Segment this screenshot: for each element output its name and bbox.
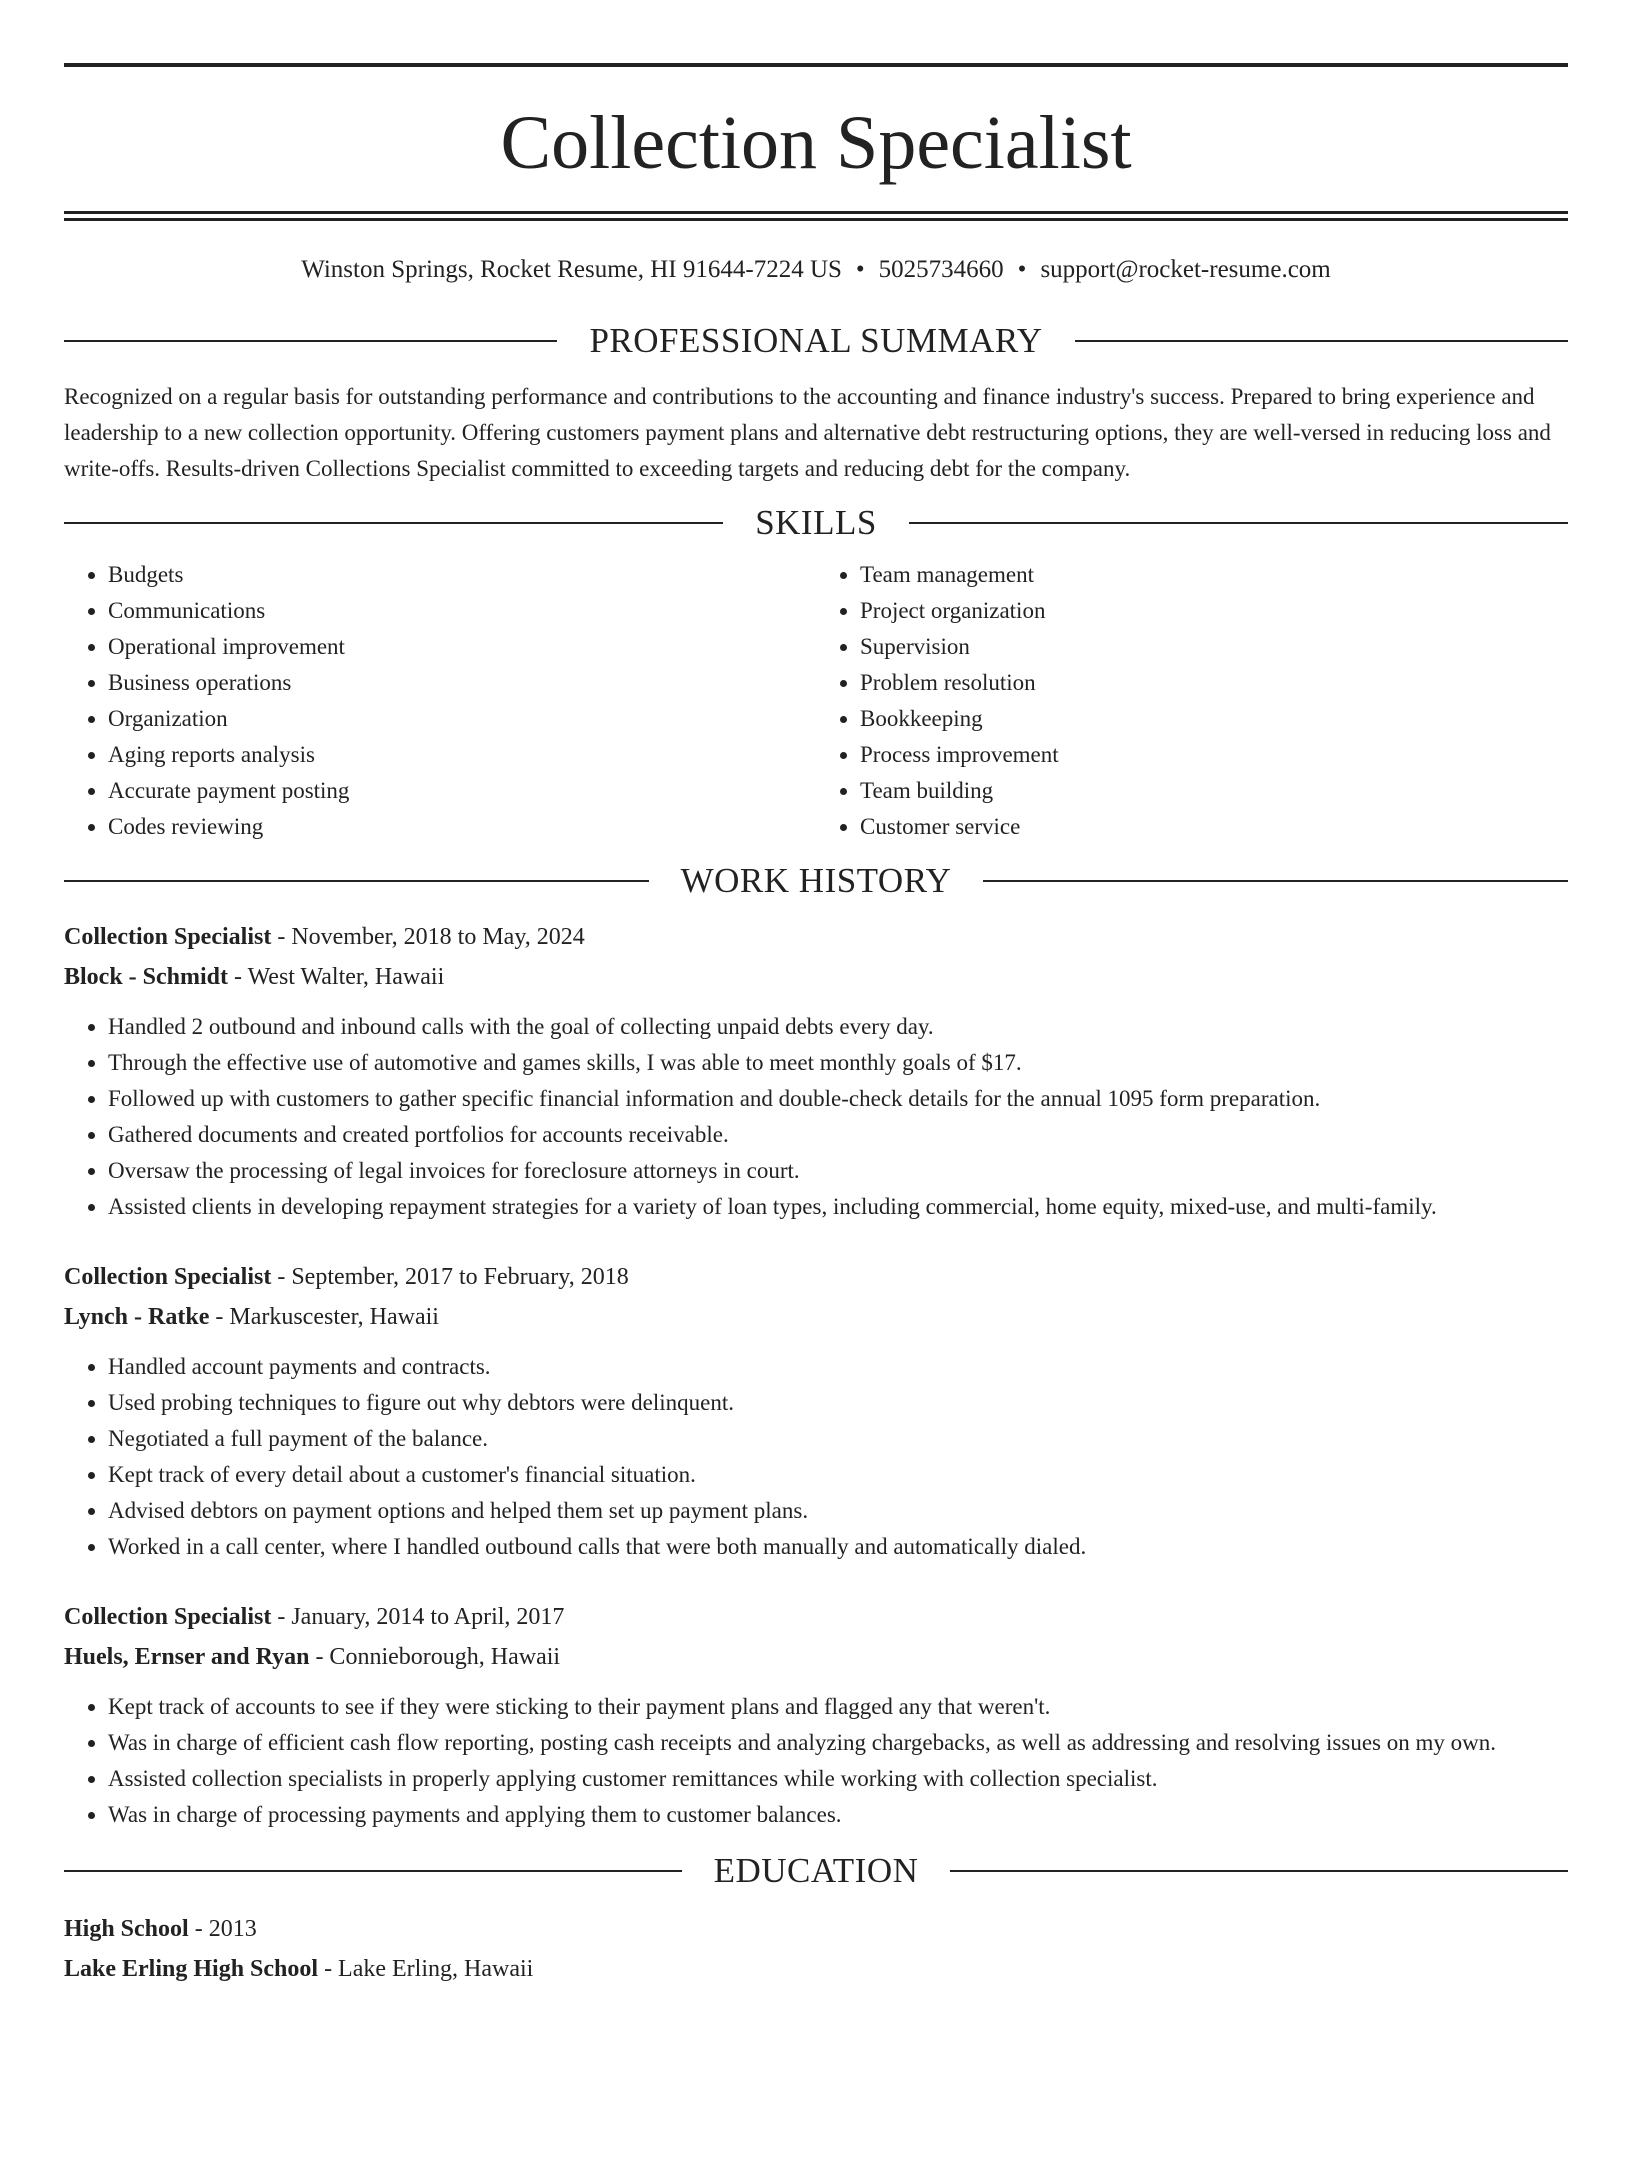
skill-item: • Accurate payment posting [108,773,816,809]
job-bullets [64,1689,1568,1833]
job-entry [64,917,1568,1225]
contact-line [64,255,1568,285]
education-entry [64,1909,1568,1989]
job-dates: - November, 2018 to May, 2024 [271,924,585,950]
skills-list-left [64,557,816,845]
skill-item: • Problem resolution [860,665,1568,701]
skill-item: • Project organization [860,593,1568,629]
job-bullet: • Negotiated a full payment of the balance. [108,1421,1568,1457]
job-bullet: • Advised debtors on payment options and helped them set up payment plans. [108,1493,1568,1529]
heading-rule-left [64,340,557,342]
skills-list-right [816,557,1568,845]
skills-heading [64,503,1568,543]
job-title-line [64,1597,1568,1637]
summary-text: Recognized on a regular basis for outstanding performance and contributions to the accounting and finance industry's success. Prepared to bring experience and leadership to a new collection opportunity. Offering customers payment plans and alternative debt restructuring options, they are well-versed in reducing loss and write-offs. Results-driven Collections Specialist committed to exceeding targets and reducing debt for the company. [64,384,1551,481]
job-company: Block - Schmidt [64,964,229,990]
contact-address: Winston Springs, Rocket Resume, HI 91644-7224 US [301,256,842,283]
summary-heading [64,321,1568,361]
job-title: Collection Specialist [64,924,272,950]
education-heading-title: EDUCATION [713,1851,919,1890]
skill-item: • Customer service [860,809,1568,845]
job-bullet: • Kept track of every detail about a customer's financial situation. [108,1457,1568,1493]
job-location: - West Walter, Hawaii [228,964,445,990]
heading-rule-right [1075,340,1568,342]
job-dates: - September, 2017 to February, 2018 [271,1264,629,1290]
skill-item: • Operational improvement [108,629,816,665]
job-company-line [64,1637,1568,1677]
job-location: - Markuscester, Hawaii [209,1304,439,1330]
resume-page [0,63,1632,2175]
job-bullets [64,1009,1568,1225]
contact-separator: • [1017,256,1027,283]
job-title: Collection Specialist [64,1264,272,1290]
job-bullet: • Through the effective use of automotive and games skills, I was able to meet monthly goals of $17. [108,1045,1568,1081]
job-company: Huels, Ernser and Ryan [64,1644,310,1670]
skill-item: • Aging reports analysis [108,737,816,773]
education-location: - Lake Erling, Hawaii [318,1956,534,1982]
skill-item: • Budgets [108,557,816,593]
job-entry [64,1597,1568,1833]
heading-rule-left [64,1870,682,1872]
education-heading [64,1851,1568,1891]
job-bullet: • Assisted clients in developing repayment strategies for a variety of loan types, including commercial, home equity, mixed-use, and multi-family. [108,1189,1568,1225]
skill-item: • Organization [108,701,816,737]
skill-item: • Team management [860,557,1568,593]
education-school-line [64,1949,1568,1989]
job-company-line [64,957,1568,997]
job-bullet: • Was in charge of efficient cash flow reporting, posting cash receipts and analyzing chargebacks, as well as addressing and resolving issues on my own. [108,1725,1568,1761]
skill-item: • Team building [860,773,1568,809]
job-company: Lynch - Ratke [64,1304,210,1330]
job-title-line [64,1257,1568,1297]
work-heading-title: WORK HISTORY [680,861,952,900]
contact-email: support@rocket-resume.com [1040,256,1331,283]
job-bullet: • Used probing techniques to figure out why debtors were delinquent. [108,1385,1568,1421]
contact-separator: • [855,256,865,283]
summary-heading-title: PROFESSIONAL SUMMARY [589,321,1043,360]
header-double-rule [64,211,1568,221]
skill-item: • Communications [108,593,816,629]
skill-item: • Business operations [108,665,816,701]
skill-item: • Supervision [860,629,1568,665]
job-bullet: • Gathered documents and created portfolios for accounts receivable. [108,1117,1568,1153]
job-dates: - January, 2014 to April, 2017 [271,1604,565,1630]
job-title: Collection Specialist [64,1604,272,1630]
education-degree: High School [64,1916,189,1942]
education-school: Lake Erling High School [64,1956,319,1982]
skill-item: • Codes reviewing [108,809,816,845]
heading-rule-right [909,522,1568,524]
contact-phone: 5025734660 [878,256,1004,283]
job-bullet: • Handled 2 outbound and inbound calls with the goal of collecting unpaid debts every day. [108,1009,1568,1045]
heading-rule-right [983,880,1568,882]
heading-rule-left [64,522,723,524]
skill-item: • Bookkeeping [860,701,1568,737]
heading-rule-right [950,1870,1568,1872]
job-location: - Connieborough, Hawaii [309,1644,561,1670]
heading-rule-left [64,880,649,882]
education-year: - 2013 [188,1916,257,1942]
job-bullet: • Kept track of accounts to see if they were sticking to their payment plans and flagged any that weren't. [108,1689,1568,1725]
job-bullet: • Handled account payments and contracts. [108,1349,1568,1385]
job-bullet: • Followed up with customers to gather specific financial information and double-check details for the annual 1095 form preparation. [108,1081,1568,1117]
skills-columns [64,557,1568,845]
work-heading [64,861,1568,901]
education-degree-line [64,1909,1568,1949]
job-bullet: • Was in charge of processing payments and applying them to customer balances. [108,1797,1568,1833]
job-bullet: • Worked in a call center, where I handled outbound calls that were both manually and automatically dialed. [108,1529,1568,1565]
job-bullet: • Assisted collection specialists in properly applying customer remittances while working with collection specialist. [108,1761,1568,1797]
skills-heading-title: SKILLS [755,503,877,542]
job-company-line [64,1297,1568,1337]
job-bullets [64,1349,1568,1565]
job-entry [64,1257,1568,1565]
job-bullet: • Oversaw the processing of legal invoices for foreclosure attorneys in court. [108,1153,1568,1189]
resume-name: Collection Specialist [500,101,1132,185]
skill-item: • Process improvement [860,737,1568,773]
job-title-line [64,917,1568,957]
